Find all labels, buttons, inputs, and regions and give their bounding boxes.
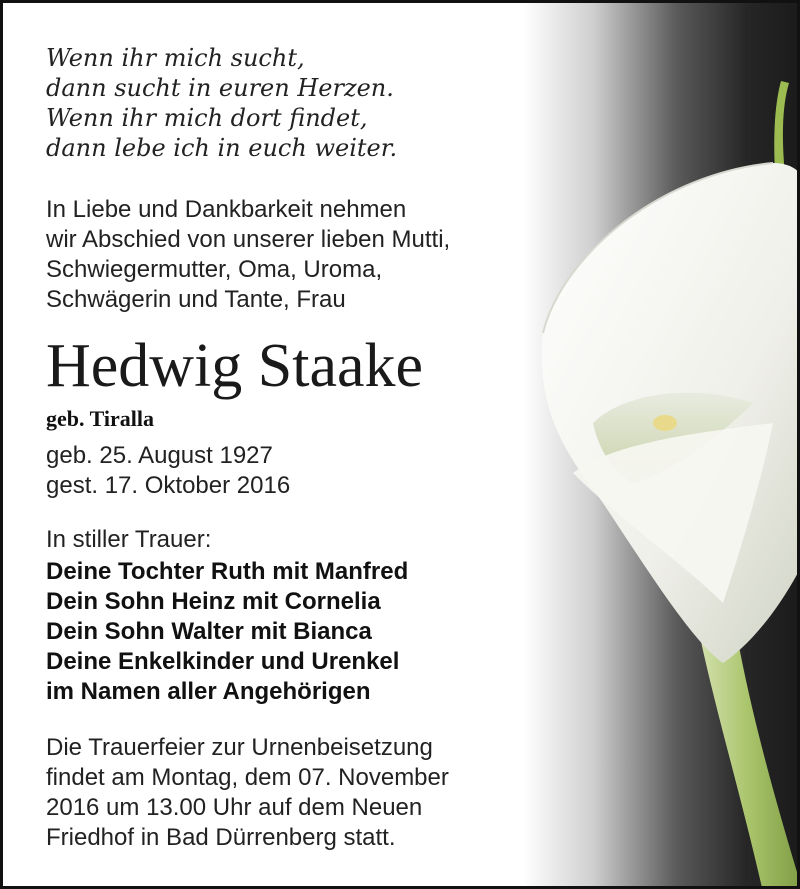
intro-line: In Liebe und Dankbarkeit nehmen — [46, 196, 407, 223]
life-dates — [46, 441, 290, 501]
birth-date: geb. 25. August 1927 — [46, 442, 273, 469]
poem-line: dann sucht in euren Herzen. — [46, 74, 394, 102]
mourner-line: Deine Tochter Ruth mit Manfred — [46, 558, 409, 585]
service-line: Die Trauerfeier zur Urnenbeisetzung — [46, 734, 433, 761]
death-date: gest. 17. Oktober 2016 — [46, 472, 291, 499]
calla-lily-photo — [523, 3, 800, 889]
mourner-line: Deine Enkelkinder und Urenkel — [46, 648, 400, 675]
poem-line: Wenn ihr mich sucht, — [46, 44, 305, 72]
intro-line: Schwiegermutter, Oma, Uroma, — [46, 256, 383, 283]
intro-line: wir Abschied von unserer lieben Mutti, — [46, 226, 451, 253]
mourners-list — [46, 557, 408, 707]
calla-lily-icon — [523, 3, 800, 889]
poem-line: Wenn ihr mich dort findet, — [46, 104, 368, 132]
service-line: Friedhof in Bad Dürrenberg statt. — [46, 824, 396, 851]
mourner-line: Dein Sohn Walter mit Bianca — [46, 618, 372, 645]
service-info — [46, 733, 449, 853]
poem-line: dann lebe ich in euch weiter. — [46, 134, 398, 162]
maiden-name: geb. Tiralla — [46, 406, 154, 431]
mourner-line: im Namen aller Angehörigen — [46, 678, 371, 705]
mourners-label: In stiller Trauer: — [46, 526, 212, 553]
service-line: 2016 um 13.00 Uhr auf dem Neuen — [46, 794, 423, 821]
intro-line: Schwägerin und Tante, Frau — [46, 286, 346, 313]
deceased-name: Hedwig Staake — [46, 332, 424, 400]
service-line: findet am Montag, dem 07. November — [46, 764, 449, 791]
mourner-line: Dein Sohn Heinz mit Cornelia — [46, 588, 381, 615]
poem — [46, 43, 397, 163]
intro-text — [46, 195, 450, 315]
